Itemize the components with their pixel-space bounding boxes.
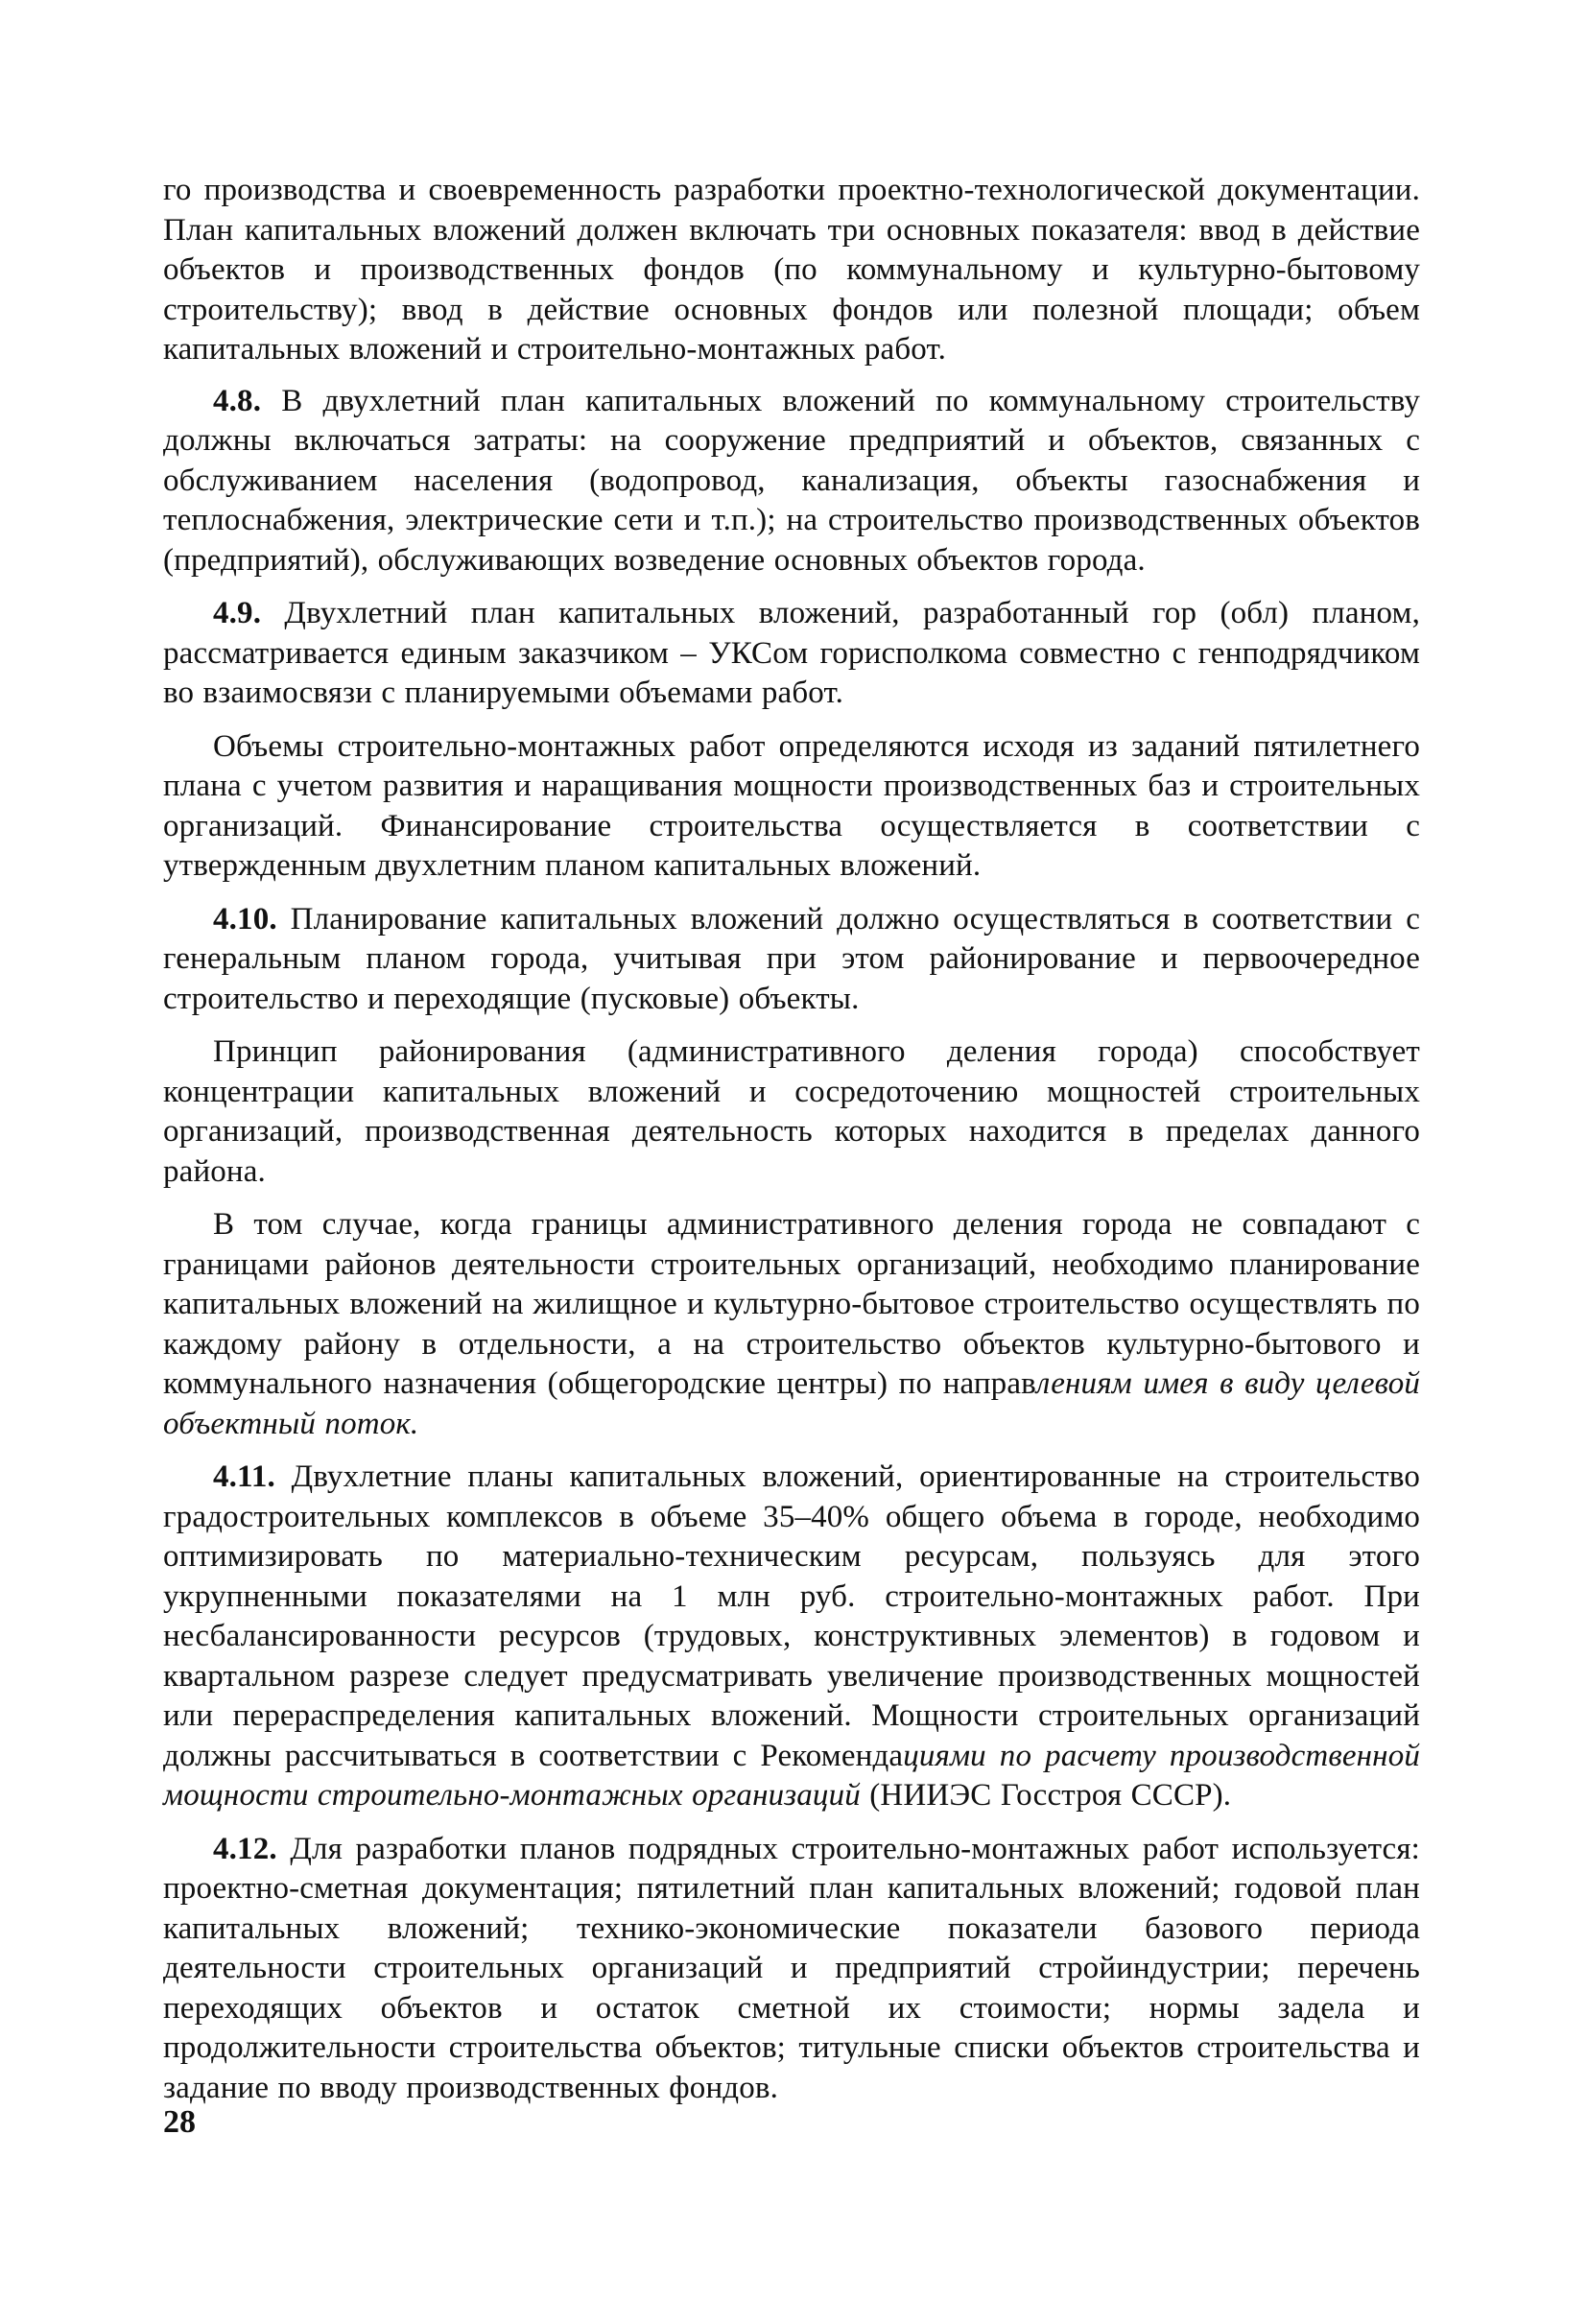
page-number: 28 [163,2104,196,2140]
section-number: 4.11. [213,1459,275,1494]
paragraph-boundaries [163,1205,1420,1444]
paragraph-4-9 [163,594,1420,714]
section-number: 4.12. [213,1831,277,1866]
paragraph-volumes [163,727,1420,887]
section-number: 4.9. [213,596,262,630]
paragraph-text: Планирование капитальных вложений должно осуществляться в соответствии с генеральным планом города, учитывая при этом районирование и первоочередное строительство и переходящие (пусковые) объекты. [163,901,1420,1016]
paragraph-text: Объемы строительно-монтажных работ определяются исходя из заданий пятилетнего плана с учетом развития и наращивания мощности производственных баз и строительных организаций. Финансирование строительства осуществляется в соответствии с утвержденным двухлетним планом капитальных вложений. [163,728,1420,883]
paragraph-text: Принцип районирования (административного деления города) способствует концентрации капитальных вложений и сосредоточению мощностей строительных организаций, производственная деятельность которых находится в пределах данного района. [163,1034,1420,1189]
paragraph-text: Двухлетние планы капитальных вложений, ориентированные на строительство градостроительных комплексов в объеме 35–40% общего объема в городе, необходимо оптимизировать по материально-техническим ресурсам, пользуясь для этого укрупненными показателями на 1 млн руб. строительно-монтажных работ. При несбалансированности ресурсов (трудовых, конструктивных элементов) в годовом и квартальном разрезе следует предусматривать увеличение производственных мощностей или перераспределения капитальных вложений. Мощности строительных организаций должны рассчитываться в соответствии с Рекоменда [163,1459,1420,1773]
paragraph-text: го производства и своевременность разработки проектно-технологической документации. План капитальных вложений должен включать три основных показателя: ввод в действие объектов и производственных фондов (по коммунальному и культурно-бытовому строительству); ввод в действие основных фондов или полезной площади; объем капитальных вложений и строительно-монтажных работ. [163,173,1420,367]
section-number: 4.10. [213,901,277,937]
paragraph-4-12 [163,1830,1420,2109]
paragraph-text: Двухлетний план капитальных вложений, разработанный гор (обл) планом, рассматривается единым заказчиком – УКСом горисполкома совместно с генподрядчиком во взаимосвязи с планируемыми объемами работ. [163,596,1420,710]
paragraph-zoning [163,1032,1420,1192]
paragraph-intro [163,171,1420,370]
paragraph-italic-text: циями по расчету производственной мощности строительно-монтажных организаций [163,1738,1421,1813]
document-page [163,171,1420,2122]
paragraph-tail-text: (НИИЭС Госстроя СССР). [860,1778,1232,1813]
paragraph-italic-text: лениям имея в виду целевой объектный поток. [163,1366,1420,1441]
paragraph-4-11 [163,1458,1420,1816]
paragraph-4-8 [163,382,1420,581]
paragraph-4-10 [163,900,1420,1020]
paragraph-text: В двухлетний план капитальных вложений по коммунальному строительству должны включаться затраты: на сооружение предприятий и объектов, связанных с обслуживанием населения (водопровод, канализация, объекты газоснабжения и теплоснабжения, электрические сети и т.п.); на строительство производственных объектов (предприятий), обслуживающих возведение основных объектов города. [163,383,1420,578]
paragraph-text: Для разработки планов подрядных строительно-монтажных работ используется: проектно-сметная документация; пятилетний план капитальных вложений; годовой план капитальных вложений; технико-экономические показатели базового периода деятельности строительных организаций и предприятий стройиндустрии; перечень переходящих объектов и остаток сметной их стоимости; нормы задела и продолжительности строительства объектов; титульные списки объектов строительства и задание по вводу производственных фондов. [163,1831,1420,2105]
paragraph-text: В том случае, когда границы административного деления города не совпадают с границами районов деятельности строительных организаций, необходимо планирование капитальных вложений на жилищное и культурно-бытовое строительство осуществлять по каждому району в отдельности, а на строительство объектов культурно-бытового и коммунального назначения (общегородские центры) по направ [163,1207,1420,1401]
section-number: 4.8. [213,383,262,418]
